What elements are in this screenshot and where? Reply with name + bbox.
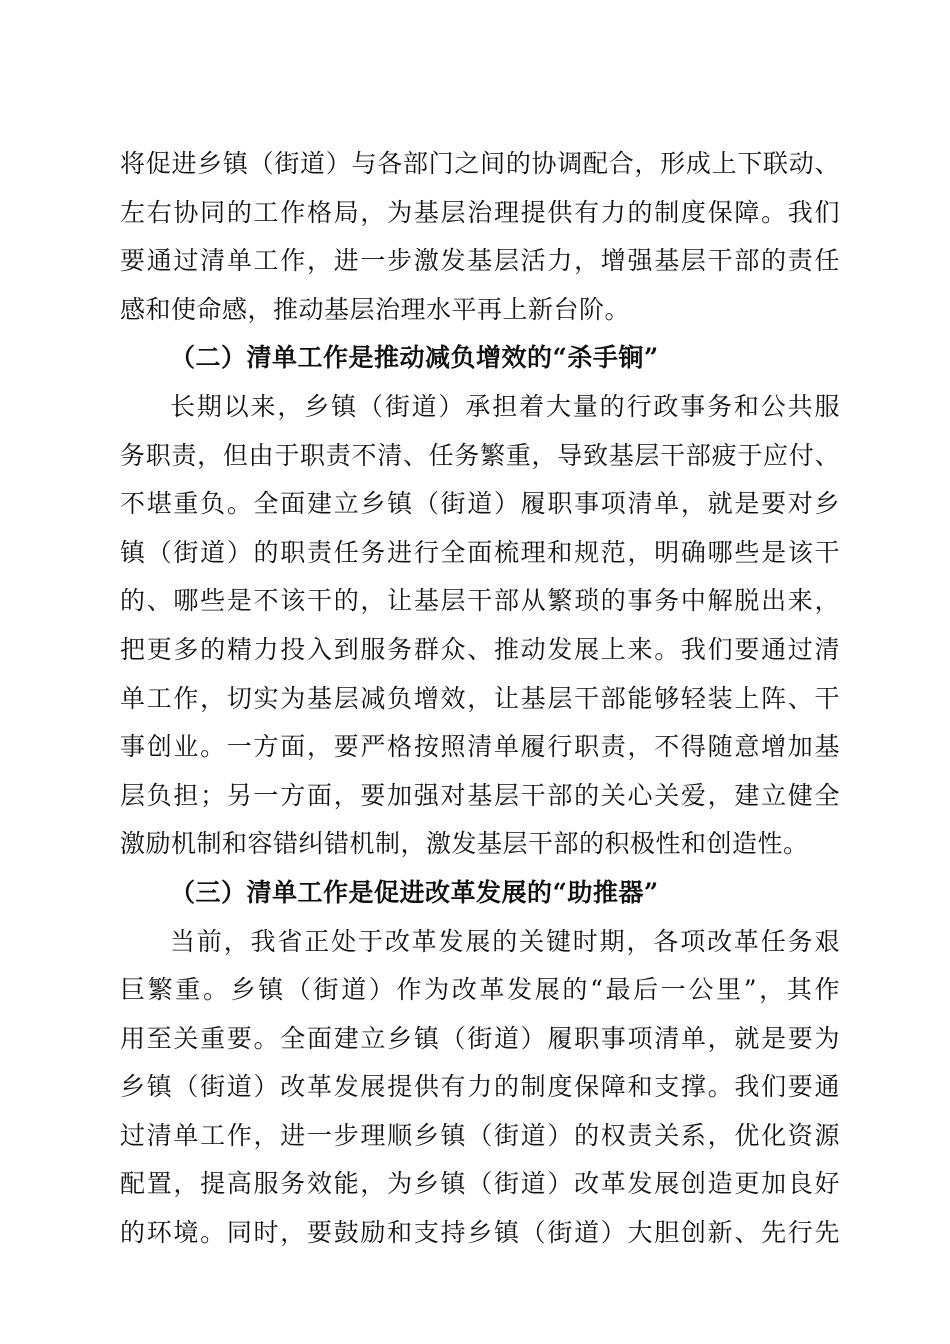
paragraph-line: 不堪重负。全面建立乡镇（街道）履职事项清单，就是要对乡 — [120, 489, 840, 519]
paragraph-line: 用至关重要。全面建立乡镇（街道）履职事项清单，就是要为 — [120, 1023, 840, 1053]
section-heading-2: （二）清单工作是推动减负增效的“杀手锏” — [170, 343, 659, 373]
paragraph-line: 的环境。同时，要鼓励和支持乡镇（街道）大胆创新、先行先 — [120, 1218, 840, 1248]
paragraph-line: 感和使命感，推动基层治理水平再上新台阶。 — [120, 294, 631, 324]
paragraph-line: 的、哪些是不该干的，让基层干部从繁琐的事务中解脱出来， — [120, 586, 840, 616]
paragraph-1 — [120, 140, 840, 334]
paragraph-line: 激励机制和容错纠错机制，激发基层干部的积极性和创造性。 — [120, 829, 809, 859]
paragraph-line: 务职责，但由于职责不清、任务繁重，导致基层干部疲于应付、 — [120, 440, 840, 470]
paragraph-line: 长期以来，乡镇（街道）承担着大量的行政事务和公共服 — [170, 391, 840, 421]
paragraph-2 — [120, 383, 840, 869]
paragraph-line: 将促进乡镇（街道）与各部门之间的协调配合，形成上下联动、 — [120, 149, 840, 178]
section-heading-3: （三）清单工作是促进改革发展的“助推器” — [170, 877, 659, 907]
paragraph-line: 过清单工作，进一步理顺乡镇（街道）的权责关系，优化资源 — [120, 1120, 840, 1150]
paragraph-line: 层负担；另一方面，要加强对基层干部的关心关爱，建立健全 — [120, 780, 840, 810]
paragraph-line: 事创业。一方面，要严格按照清单履行职责，不得随意增加基 — [120, 732, 840, 762]
paragraph-line: 巨繁重。乡镇（街道）作为改革发展的“最后一公里”，其作 — [120, 975, 840, 1005]
paragraph-line: 把更多的精力投入到服务群众、推动发展上来。我们要通过清 — [120, 634, 840, 664]
paragraph-line: 要通过清单工作，进一步激发基层活力，增强基层干部的责任 — [120, 246, 840, 276]
paragraph-line: 单工作，切实为基层减负增效，让基层干部能够轻装上阵、干 — [120, 683, 840, 713]
document-body — [120, 140, 840, 1258]
paragraph-line: 左右协同的工作格局，为基层治理提供有力的制度保障。我们 — [120, 197, 840, 227]
paragraph-line: 配置，提高服务效能，为乡镇（街道）改革发展创造更加良好 — [120, 1169, 840, 1199]
paragraph-line: 当前，我省正处于改革发展的关键时期，各项改革任务艰 — [170, 926, 840, 956]
paragraph-3 — [120, 918, 840, 1258]
paragraph-line: 乡镇（街道）改革发展提供有力的制度保障和支撑。我们要通 — [120, 1072, 840, 1102]
paragraph-line: 镇（街道）的职责任务进行全面梳理和规范，明确哪些是该干 — [120, 537, 840, 567]
